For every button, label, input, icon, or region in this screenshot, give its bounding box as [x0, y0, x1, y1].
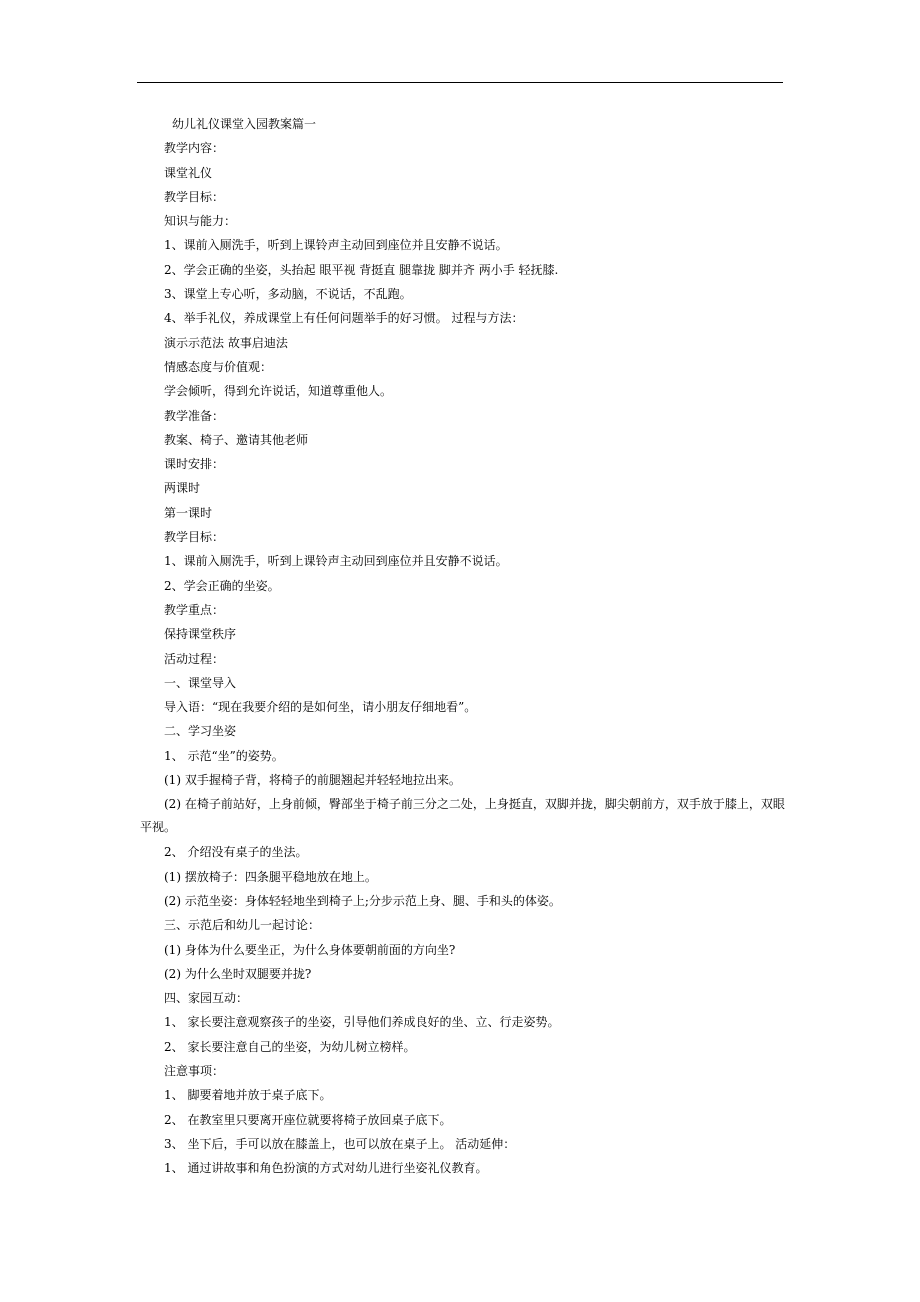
text-line: 导入语：“现在我要介绍的是如何坐，请小朋友仔细地看”。	[164, 700, 477, 715]
text-line: 课时安排：	[164, 457, 225, 472]
text-line: 3、 坐下后，手可以放在膝盖上，也可以放在桌子上。 活动延伸：	[164, 1136, 516, 1151]
text-line: 2、学会正确的坐姿，头抬起 眼平视 背挺直 腿靠拢 脚并齐 两小手 轻抚膝.	[164, 262, 559, 277]
wrapped-paragraph: (2) 在椅子前站好，上身前倾，臀部坐于椅子前三分之二处，上身挺直，双脚并拢，脚尖朝前方，双手放于膝上，双眼平视。	[140, 797, 785, 835]
text-line: 情感态度与价值观：	[164, 359, 273, 374]
text-line: 4、举手礼仪，养成课堂上有任何问题举手的好习惯。 过程与方法：	[164, 311, 524, 326]
text-line: (1) 双手握椅子背，将椅子的前腿翘起并轻轻地拉出来。	[164, 773, 461, 788]
header-rule	[137, 82, 783, 83]
text-line: 2、 介绍没有桌子的坐法。	[164, 845, 308, 860]
document-body	[140, 112, 785, 1180]
text-line: 教学重点：	[164, 602, 225, 617]
text-line: 第一课时	[164, 505, 213, 520]
text-line: 知识与能力：	[164, 214, 237, 229]
text-line: 教学内容：	[164, 141, 225, 156]
text-line: (1) 身体为什么要坐正，为什么身体要朝前面的方向坐?	[164, 942, 456, 957]
text-line: (2) 示范坐姿：身体轻轻地坐到椅子上;分步示范上身、腿、手和头的体姿。	[164, 893, 561, 908]
text-line: 1、课前入厕洗手，听到上课铃声主动回到座位并且安静不说话。	[164, 238, 508, 253]
text-line: 二、学习坐姿	[164, 724, 237, 739]
text-line: 2、学会正确的坐姿。	[164, 578, 280, 593]
text-line: 保持课堂秩序	[164, 627, 237, 642]
document-title: 幼儿礼仪课堂入园教案篇一	[172, 117, 317, 131]
text-line: 两课时	[164, 481, 201, 496]
text-line: 2、 在教室里只要离开座位就要将椅子放回桌子底下。	[164, 1112, 452, 1127]
text-line: 课堂礼仪	[164, 165, 213, 180]
text-line: 1、课前入厕洗手，听到上课铃声主动回到座位并且安静不说话。	[164, 554, 508, 569]
text-line: (2) 为什么坐时双腿要并拢?	[164, 966, 312, 981]
text-line: 三、示范后和幼儿一起讨论：	[164, 918, 321, 933]
text-line: 一、课堂导入	[164, 675, 237, 690]
text-line: 1、 脚要着地并放于桌子底下。	[164, 1088, 332, 1103]
text-block-a	[140, 136, 785, 792]
text-line: 教学目标：	[164, 530, 225, 545]
text-line: (1) 摆放椅子：四条腿平稳地放在地上。	[164, 869, 377, 884]
text-line: 活动过程：	[164, 651, 225, 666]
text-line: 教学目标：	[164, 189, 225, 204]
text-line: 注意事项：	[164, 1063, 225, 1078]
text-line: 教案、椅子、邀请其他老师	[164, 432, 309, 447]
text-line: 四、家园互动：	[164, 991, 249, 1006]
text-line: 1、 通过讲故事和角色扮演的方式对幼儿进行坐姿礼仪教育。	[164, 1161, 488, 1176]
text-line: 教学准备：	[164, 408, 225, 423]
text-block-b	[140, 840, 785, 1180]
text-line: 学会倾听，得到允许说话，知道尊重他人。	[164, 384, 393, 399]
text-line: 2、 家长要注意自己的坐姿，为幼儿树立榜样。	[164, 1039, 416, 1054]
text-line: 1、 家长要注意观察孩子的坐姿，引导他们养成良好的坐、立、行走姿势。	[164, 1015, 560, 1030]
text-line: 演示示范法 故事启迪法	[164, 335, 288, 350]
text-line: 1、 示范“坐”的姿势。	[164, 748, 284, 763]
text-line: 3、课堂上专心听，多动脑，不说话，不乱跑。	[164, 287, 412, 302]
